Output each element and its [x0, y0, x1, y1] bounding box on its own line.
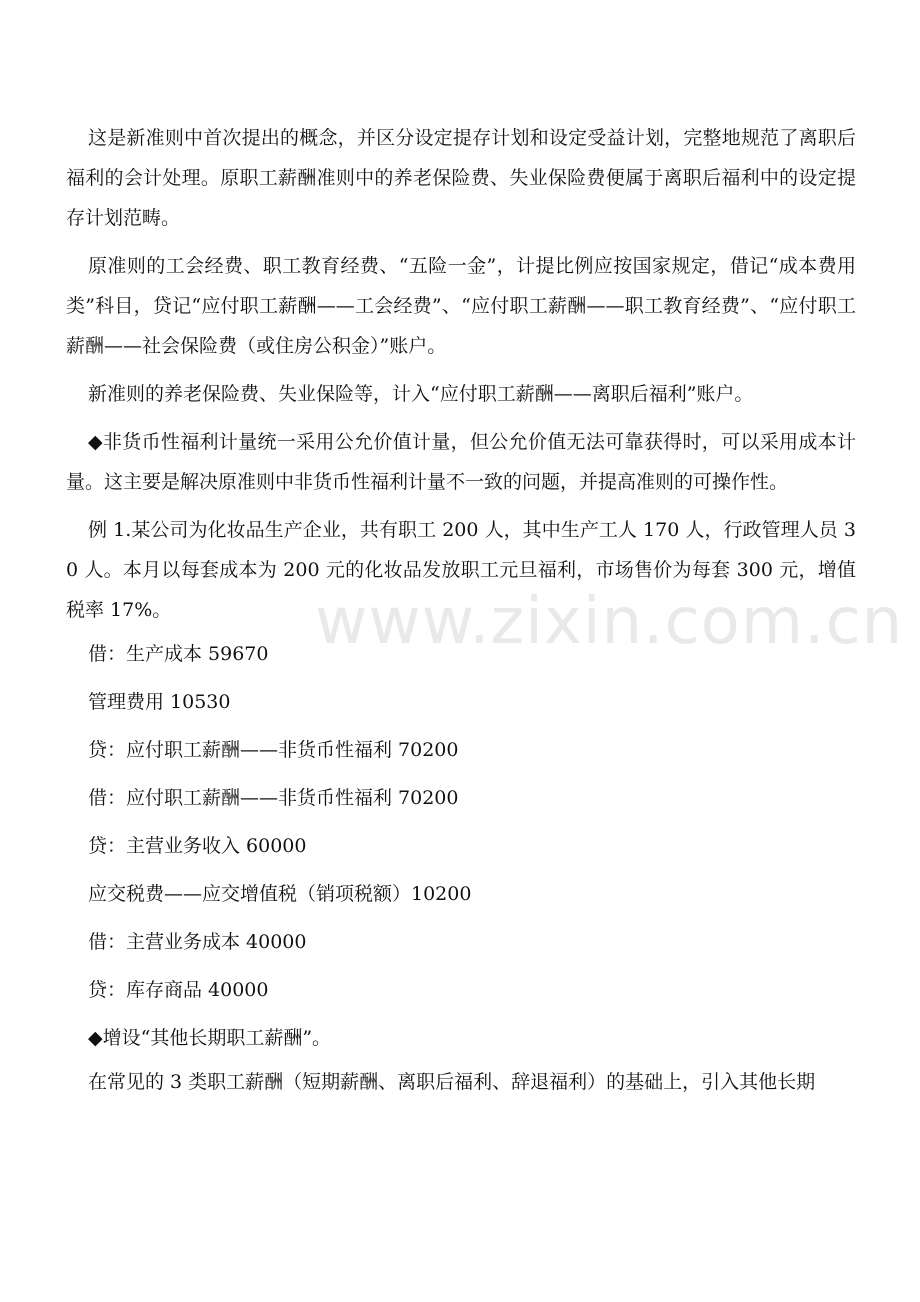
journal-entry: 贷：应付职工薪酬——非货币性福利 70200 — [88, 739, 459, 761]
journal-entry: 借：生产成本 59670 — [88, 643, 269, 665]
section-heading-other-long-term: ◆增设“其他长期职工薪酬”。 — [88, 1027, 332, 1049]
paragraph-new-standard: 新准则的养老保险费、失业保险等，计入“应付职工薪酬——离职后福利”账户。 — [88, 383, 754, 405]
paragraph-post-employment-concept: 这是新准则中首次提出的概念，并区分设定提存计划和设定受益计划，完整地规范了离职后福利的会计处理。原职工薪酬准则中的养老保险费、失业保险费便属于离职后福利中的设定提存计划范畴。 — [66, 127, 856, 229]
paragraph-example-1: 例 1.某公司为化妆品生产企业，共有职工 200 人，其中生产工人 170 人，行政管理人员 30 人。本月以每套成本为 200 元的化妆品发放职工元旦福利，市场售价为每套 300 元，增值税率 17%。 — [66, 519, 856, 621]
journal-entry: 应交税费——应交增值税（销项税额）10200 — [88, 883, 472, 905]
document-body — [66, 118, 856, 1102]
paragraph-old-standard: 原准则的工会经费、职工教育经费、“五险一金”，计提比例应按国家规定，借记“成本费用类”科目，贷记“应付职工薪酬——工会经费”、“应付职工薪酬——职工教育经费”、“应付职工薪酬——社会保险费（或住房公积金）”账户。 — [66, 255, 856, 357]
paragraph-closing: 在常见的 3 类职工薪酬（短期薪酬、离职后福利、辞退福利）的基础上，引入其他长期 — [88, 1071, 816, 1093]
journal-entry: 借：应付职工薪酬——非货币性福利 70200 — [88, 787, 459, 809]
paragraph-non-monetary-benefit: ◆非货币性福利计量统一采用公允价值计量，但公允价值无法可靠获得时，可以采用成本计量。这主要是解决原准则中非货币性福利计量不一致的问题，并提高准则的可操作性。 — [66, 431, 856, 493]
watermark: www.zixin.com.cn — [315, 585, 904, 659]
journal-entry: 借：主营业务成本 40000 — [88, 931, 307, 953]
journal-entry: 管理费用 10530 — [88, 691, 231, 713]
journal-entry: 贷：库存商品 40000 — [88, 979, 269, 1001]
journal-entry: 贷：主营业务收入 60000 — [88, 835, 307, 857]
